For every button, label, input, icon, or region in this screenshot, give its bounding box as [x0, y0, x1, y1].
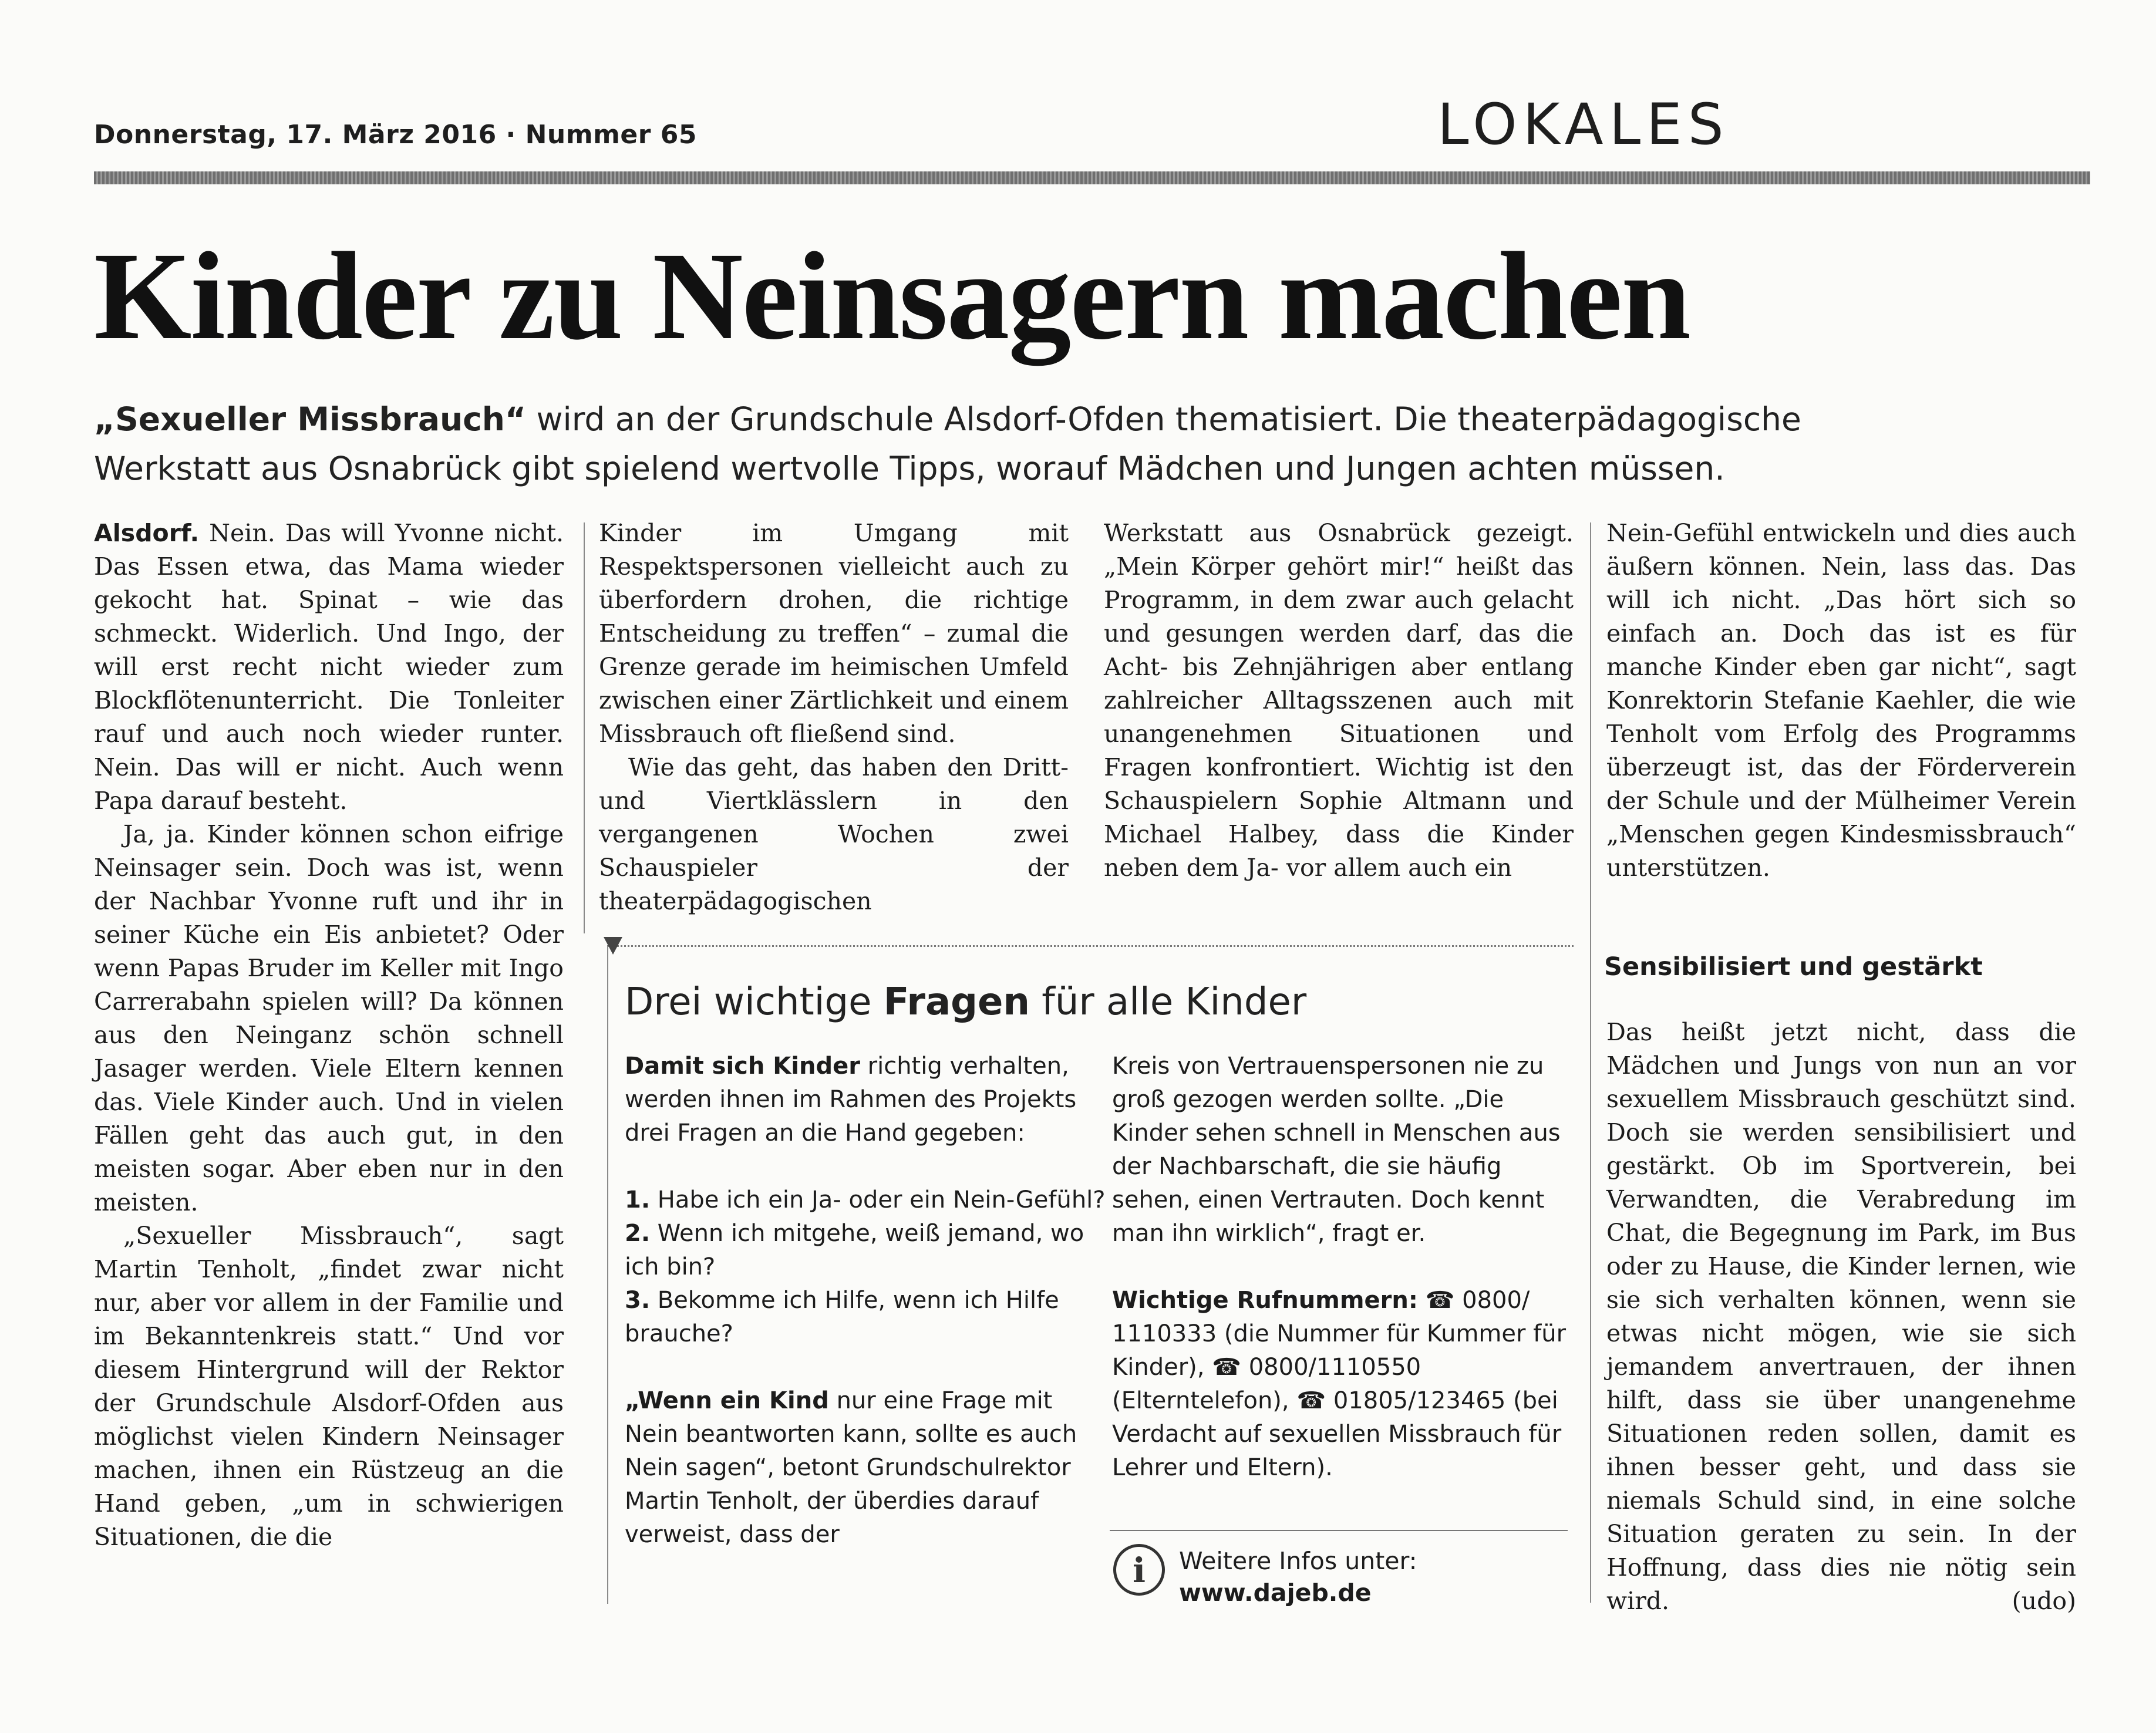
infobox-heading-pre: Drei wichtige: [625, 980, 884, 1024]
dateline: Alsdorf.: [94, 519, 200, 547]
article-headline: Kinder zu Neinsagern machen: [94, 227, 1690, 366]
question-1: [625, 1184, 1106, 1217]
info-label: Weitere Infos unter:: [1179, 1547, 1417, 1575]
column-divider-3: [1590, 522, 1591, 1603]
infobox-right-column: [1112, 1050, 1570, 1485]
article-column-1: [94, 517, 564, 1554]
column-1-paragraph-2: Ja, ja. Kinder können schon eifrige Neinsager sein. Doch was ist, wenn der Nachbar Yvonne ruft und ihr in seiner Küche ein Eis anbietet? Oder wenn Papas Bruder im Keller mit Ingo Carrerabahn spielen will? Da können aus den Neinganz schön schnell Jasager werden. Viele Eltern kennen das. Viele Kinder auch. Und in vielen Fällen geht das auch gut, in den meisten sogar. Aber eben nur in den meisten.: [94, 820, 564, 1216]
infobox-marker-icon: [604, 937, 622, 955]
phone-numbers-text: ☎ 0800/ 1110333 (die Nummer für Kummer für Kinder), ☎ 0800/1110550 (Elterntelefon), ☎ 01805/123465 (bei Verdacht auf sexuellen Missbrauch für Lehrer und Eltern).: [1112, 1287, 1567, 1481]
infobox-heading-post: für alle Kinder: [1029, 980, 1307, 1024]
author-sign: (udo): [2012, 1587, 2076, 1615]
question-1-number: 1.: [625, 1186, 651, 1213]
question-2-text: Wenn ich mitgehe, weiß jemand, wo ich bin?: [625, 1220, 1084, 1280]
deck-line1: wird an der Grundschule Alsdorf-Ofden thematisiert. Die theaterpädagogische: [526, 400, 1801, 438]
phone-numbers: [1112, 1284, 1570, 1485]
info-icon: i: [1113, 1544, 1165, 1596]
issue-date: Donnerstag, 17. März 2016 · Nummer 65: [94, 120, 697, 150]
question-2-number: 2.: [625, 1220, 651, 1247]
header-divider: [94, 171, 2090, 184]
infobox-quote-bold: „Wenn ein Kind: [625, 1387, 829, 1414]
infobox-intro: [625, 1050, 1106, 1150]
article-column-2: [599, 517, 1069, 918]
article-column-3: [1104, 517, 1574, 885]
infobox-heading: [625, 980, 1306, 1024]
column-4-subhead: Sensibilisiert und gestärkt: [1604, 952, 1983, 982]
infobox-right-text: Kreis von Vertrauenspersonen nie zu groß gezogen werden sollte. „Die Kinder sehen schnell in Menschen aus der Nachbarschaft, die sie häufig sehen, einen Vertrauten. Doch kennt man ihn wirklich“, fragt er.: [1112, 1053, 1561, 1247]
column-1-paragraph-1: [94, 517, 564, 818]
column-1-paragraph-3: „Sexueller Missbrauch“, sagt Martin Tenholt, „findet zwar nicht nur, aber vor allem in der Familie und im Bekanntenkreis statt.“ Und vor diesem Hintergrund will der Rektor der Grundschule Alsdorf-Ofden aus möglichst vielen Kindern Neinsager machen, ihnen ein Rüstzeug an die Hand geben, „um in schwierigen Situationen, die die: [94, 1222, 564, 1551]
question-3-number: 3.: [625, 1287, 651, 1314]
article-column-4-continued: [1606, 1016, 2076, 1618]
question-2: [625, 1217, 1106, 1284]
article-deck: [94, 395, 2090, 493]
deck-quoted: „Sexueller Missbrauch“: [94, 400, 527, 438]
deck-line2: Werkstatt aus Osnabrück gibt spielend wertvolle Tipps, worauf Mädchen und Jungen achten müssen.: [94, 450, 1725, 487]
column-1-text-1: Nein. Das will Yvonne nicht. Das Essen etwa, das Mama wieder gekocht hat. Spinat – wie das schmeckt. Widerlich. Und Ingo, der will erst recht nicht wieder zum Blockflötenunterricht. Die Tonleiter rauf und auch noch wieder runter. Nein. Das will er nicht. Auch wenn Papa darauf besteht.: [94, 519, 564, 815]
infobox-intro-bold: Damit sich Kinder: [625, 1053, 860, 1080]
info-url-link[interactable]: www.dajeb.de: [1179, 1579, 1372, 1607]
column-divider-1: [584, 522, 585, 933]
question-1-text: Habe ich ein Ja- oder ein Nein-Gefühl?: [650, 1186, 1106, 1213]
column-2-paragraph-2: Wie das geht, das haben den Dritt- und Viertklässlern in den vergangenen Wochen zwei Schauspieler der theaterpädagogischen: [599, 753, 1069, 915]
infobox-left-rule: [607, 946, 608, 1604]
column-4-paragraph-2: [1606, 1016, 2076, 1618]
column-3-paragraph-1: Werkstatt aus Osnabrück gezeigt. „Mein Körper gehört mir!“ heißt das Programm, in dem zwar auch gelacht und gesungen werden darf, das die Acht- bis Zehnjährigen aber entlang zahlreicher Alltagsszenen auch mit unangenehmen Situationen und Fragen konfrontiert. Wichtig ist den Schauspielern Sophie Altmann und Michael Halbey, dass die Kinder neben dem Ja- vor allem auch ein: [1104, 519, 1574, 882]
column-4-text-2: Das heißt jetzt nicht, dass die Mädchen und Jungs von nun an vor sexuellem Missbrauch geschützt sind. Doch sie werden sensibilisiert und gestärkt. Ob im Sportverein, bei Verwandten, die Verabredung im Chat, die Begegnung im Park, im Bus oder zu Hause, die Kinder lernen, wie sie sich verhalten können, wenn sie etwas nicht mögen, wie sie sich jemandem anvertrauen, der ihnen hilft, dass sie über unangenehme Situationen reden sollen, damit es ihnen besser geht, und dass sie niemals Schuld sind, in eine solche Situation geraten zu sein. In der Hoffnung, dass dies nie nötig sein wird.: [1606, 1018, 2076, 1615]
info-block: [1179, 1545, 1417, 1609]
column-2-paragraph-1: Kinder im Umgang mit Respektspersonen vielleicht auch zu überfordern drohen, die richtige Entscheidung zu treffen“ – zumal die Grenze gerade im heimischen Umfeld zwischen einer Zärtlichkeit und einem Missbrauch oft fließend sind.: [599, 519, 1069, 748]
column-4-paragraph-1: Nein-Gefühl entwickeln und dies auch äußern können. Nein, lass das. Das will ich nicht. „Das hört sich so einfach an. Doch das ist es für manche Kinder eben gar nicht“, sagt Konrektorin Stefanie Kaehler, die wie Tenholt vom Erfolg des Programms überzeugt ist, das der Förderverein der Schule und der Mülheimer Verein „Menschen gegen Kindesmissbrauch“ unterstützen.: [1606, 519, 2076, 882]
question-3: [625, 1284, 1106, 1351]
info-divider: [1110, 1530, 1568, 1531]
infobox-heading-bold: Fragen: [883, 980, 1030, 1024]
article-column-4: [1606, 517, 2076, 885]
infobox-left-column: [625, 1050, 1106, 1552]
question-3-text: Bekomme ich Hilfe, wenn ich Hilfe brauche?: [625, 1287, 1059, 1347]
infobox-quote-text: nur eine Frage mit Nein beantworten kann, sollte es auch Nein sagen“, betont Grundschulrektor Martin Tenholt, der überdies darauf verweist, dass der: [625, 1387, 1077, 1548]
infobox-intro-text: richtig verhalten, werden ihnen im Rahmen des Projekts drei Fragen an die Hand gegeben:: [625, 1053, 1077, 1147]
infobox-quote: [625, 1384, 1106, 1552]
infobox-top-rule: [607, 945, 1574, 947]
section-title: LOKALES: [1437, 92, 1730, 157]
phone-numbers-label: Wichtige Rufnummern:: [1112, 1287, 1418, 1314]
